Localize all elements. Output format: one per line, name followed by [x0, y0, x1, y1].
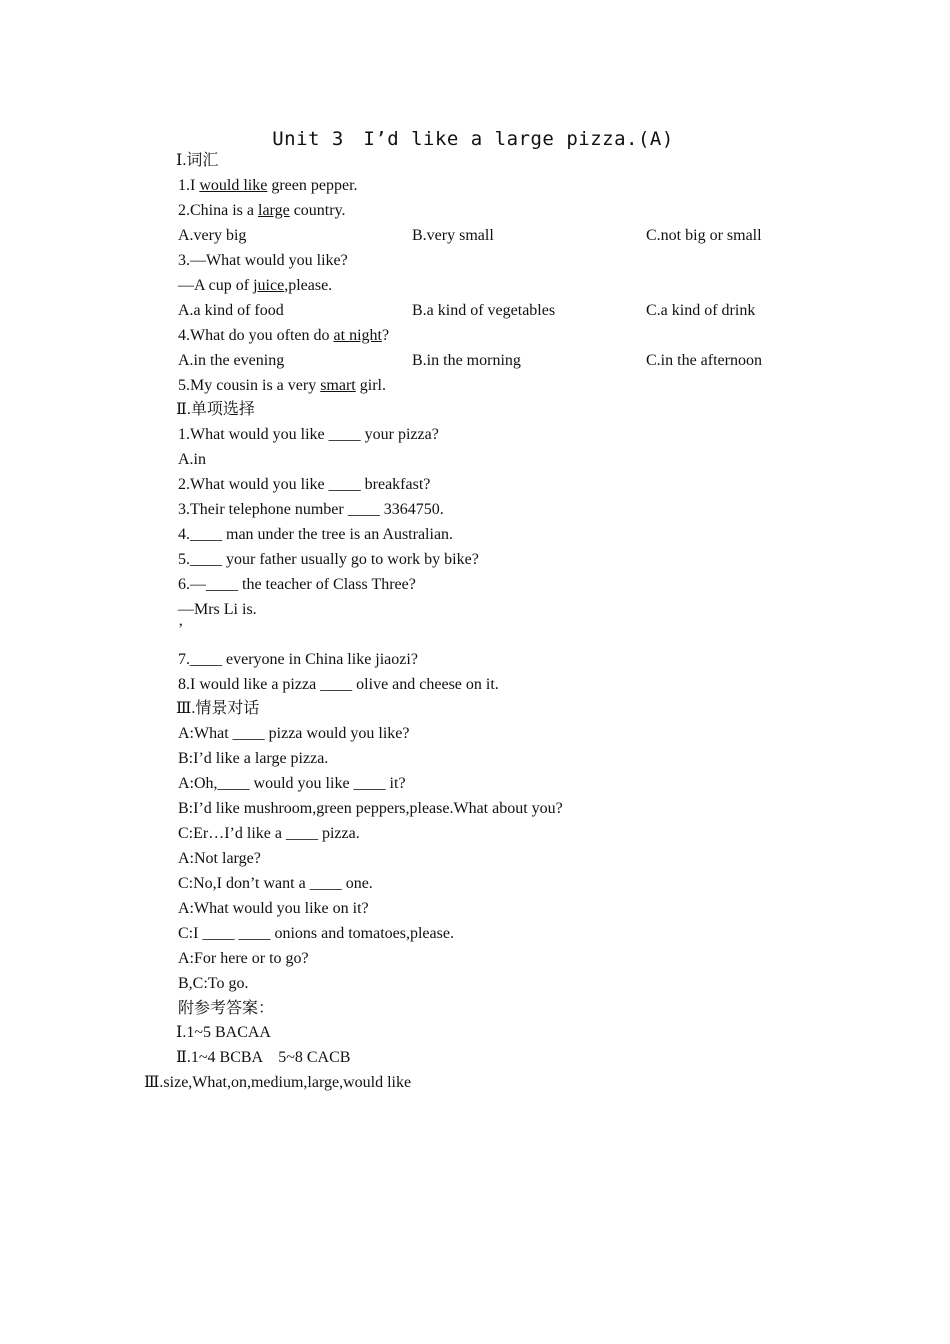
- choice-line: A.in: [178, 451, 206, 468]
- option-c: C.not big or small: [646, 227, 762, 244]
- choice-line: —Mrs Li is.: [178, 601, 257, 618]
- dialogue-line: A:Oh,____ would you like ____ it?: [178, 775, 406, 792]
- choice-line: 4.____ man under the tree is an Australian.: [178, 526, 454, 543]
- vocab-q5: 5.My cousin is a very smart girl.: [178, 377, 386, 394]
- answers-section-3: Ⅲ.size,What,on,medium,large,would like: [144, 1074, 412, 1091]
- vocab-q3-question: 3.—What would you like?: [178, 252, 348, 269]
- option-b: B.in the morning: [412, 352, 521, 369]
- choice-line: 5.____ your father usually go to work by bike?: [178, 551, 479, 568]
- dialogue-line: A:What ____ pizza would you like?: [178, 725, 410, 742]
- option-b: B.very small: [412, 227, 494, 244]
- answers-section-1: Ⅰ.1~5 BACAA: [176, 1024, 271, 1041]
- answers-heading: 附参考答案：: [178, 1000, 275, 1017]
- section-1-heading: Ⅰ.词汇: [176, 152, 219, 169]
- section-2-heading: Ⅱ.单项选择: [176, 401, 255, 418]
- option-a: A.in the evening: [178, 352, 285, 369]
- option-a: A.a kind of food: [178, 302, 284, 319]
- option-a: A.very big: [178, 227, 247, 244]
- dialogue-line: A:Not large?: [178, 850, 261, 867]
- dialogue-line: C:Er…I’d like a ____ pizza.: [178, 825, 360, 842]
- answers-section-2: Ⅱ.1~4 BCBA 5~8 CACB: [176, 1049, 351, 1066]
- page-title: Unit 3 I’d like a large pizza.(A): [272, 128, 674, 150]
- choice-line: 3.Their telephone number ____ 3364750.: [178, 501, 444, 518]
- vocab-q1: 1.I would like green pepper.: [178, 177, 358, 194]
- dialogue-line: A:For here or to go?: [178, 950, 309, 967]
- option-b: B.a kind of vegetables: [412, 302, 556, 319]
- choice-line: 6.—____ the teacher of Class Three?: [178, 576, 416, 593]
- dialogue-line: C:I ____ ____ onions and tomatoes,please.: [178, 925, 454, 942]
- dialogue-line: B:I’d like mushroom,green peppers,please.What about you?: [178, 800, 563, 817]
- vocab-q2: 2.China is a large country.: [178, 202, 346, 219]
- choice-line: 2.What would you like ____ breakfast?: [178, 476, 431, 493]
- vocab-q3-answer: —A cup of juice,please.: [178, 277, 333, 294]
- option-c: C.in the afternoon: [646, 352, 762, 369]
- option-c: C.a kind of drink: [646, 302, 756, 319]
- dialogue-line: B:I’d like a large pizza.: [178, 750, 329, 767]
- dialogue-line: C:No,I don’t want a ____ one.: [178, 875, 373, 892]
- stray-mark: ’: [178, 621, 184, 638]
- section-3-heading: Ⅲ.情景对话: [176, 700, 260, 717]
- choice-line: 7.____ everyone in China like jiaozi?: [178, 651, 418, 668]
- choice-line: 1.What would you like ____ your pizza?: [178, 426, 439, 443]
- dialogue-line: A:What would you like on it?: [178, 900, 369, 917]
- vocab-q4: 4.What do you often do at night?: [178, 327, 390, 344]
- choice-line: 8.I would like a pizza ____ olive and cheese on it.: [178, 676, 499, 693]
- dialogue-line: B,C:To go.: [178, 975, 249, 992]
